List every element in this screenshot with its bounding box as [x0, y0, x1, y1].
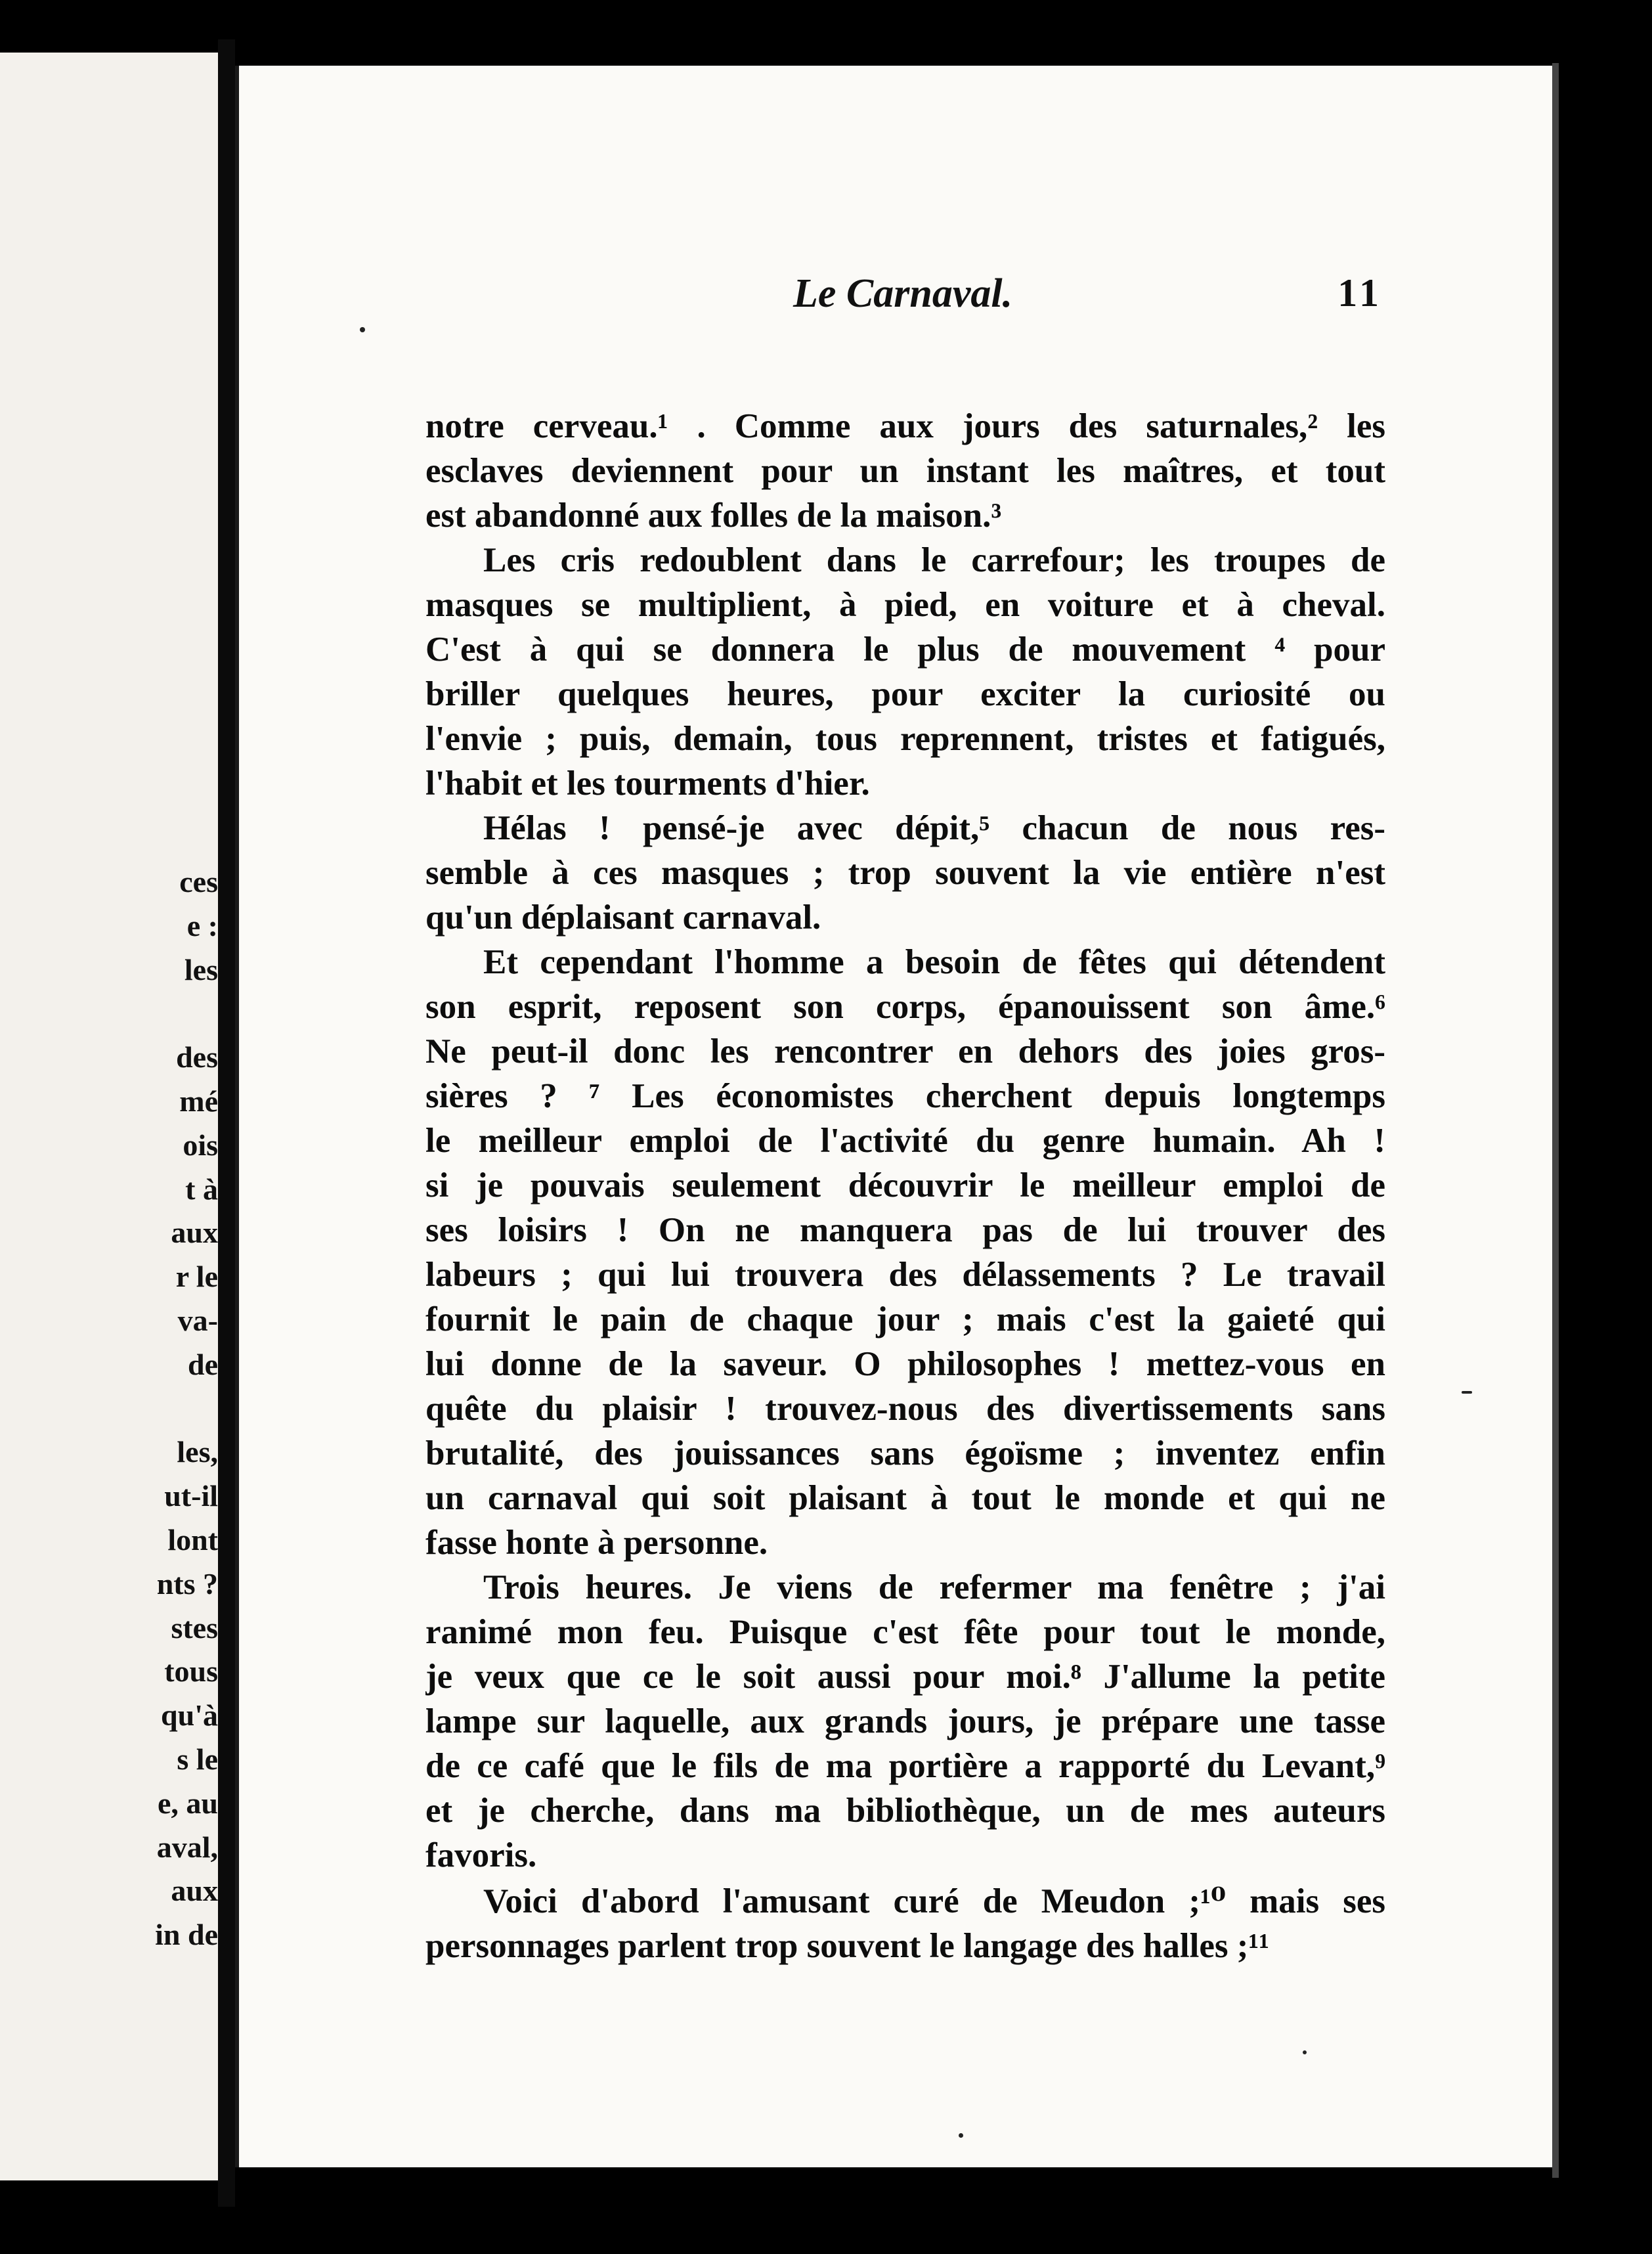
text-line: C'est à qui se donnera le plus de mouvement ⁴ pour: [425, 630, 1385, 669]
text-line: et je cherche, dans ma bibliothèque, un de mes auteurs: [425, 1792, 1385, 1830]
scan-speck: [360, 327, 365, 332]
left-page-line: qu'à: [161, 1698, 218, 1733]
text-line: je veux que ce le soit aussi pour moi.⁸ J'allume la petite: [425, 1658, 1385, 1696]
text-line: de ce café que le fils de ma portière a rapporté du Levant,⁹: [425, 1747, 1385, 1785]
text-line: qu'un déplaisant carnaval.: [425, 898, 821, 937]
text-line: Trois heures. Je viens de refermer ma fenêtre ; j'ai: [483, 1568, 1385, 1606]
text-line: le meilleur emploi de l'activité du genre humain. Ah !: [425, 1122, 1385, 1160]
left-page-line: lont: [167, 1522, 218, 1557]
text-line: Les cris redoublent dans le carrefour; les troupes de: [483, 541, 1385, 579]
left-page-line: ois: [183, 1128, 218, 1162]
left-page-line: mé: [179, 1084, 218, 1118]
page-header: [550, 271, 1397, 331]
left-page-line: nts ?: [156, 1566, 218, 1601]
text-line: son esprit, reposent son corps, épanouissent son âme.⁶: [425, 988, 1385, 1026]
text-line: lampe sur laquelle, aux grands jours, je prépare une tasse: [425, 1702, 1385, 1740]
page-number: 11: [1337, 271, 1383, 315]
left-page-text: [155, 860, 218, 1957]
left-page-line: tous: [164, 1654, 218, 1689]
text-line: Voici d'abord l'amusant curé de Meudon ;¹⁰ mais ses: [483, 1882, 1385, 1920]
left-page-line: t à: [185, 1172, 218, 1206]
running-title: Le Carnaval.: [793, 271, 1013, 316]
text-line: un carnaval qui soit plaisant à tout le monde et qui ne: [425, 1479, 1385, 1517]
left-page-line: [155, 1387, 218, 1431]
left-page-line: e :: [186, 908, 218, 942]
text-line: l'habit et les tourments d'hier.: [425, 764, 870, 803]
left-page-line: les,: [177, 1435, 218, 1469]
text-line: l'envie ; puis, demain, tous reprennent, tristes et fatigués,: [425, 720, 1385, 758]
scan-speck: [959, 2133, 963, 2138]
left-page-line: ces: [179, 865, 218, 898]
text-line: sières ? ⁷ Les économistes cherchent depuis longtemps: [425, 1077, 1385, 1115]
text-line: fournit le pain de chaque jour ; mais c'est la gaieté qui: [425, 1300, 1385, 1338]
text-line: briller quelques heures, pour exciter la curiosité ou: [425, 675, 1385, 713]
left-page-line: va-: [177, 1303, 218, 1337]
left-page-line: les: [184, 952, 218, 986]
text-line: personnages parlent trop souvent le langage des halles ;¹¹: [425, 1927, 1270, 1965]
left-page-fragment: [0, 53, 218, 2180]
left-page-line: e, au: [158, 1786, 218, 1820]
text-line: quête du plaisir ! trouvez-nous des divertissements sans: [425, 1390, 1385, 1428]
left-page-line: ut-il: [164, 1479, 218, 1513]
text-line: labeurs ; qui lui trouvera des délassements ? Le travail: [425, 1256, 1385, 1294]
left-page-line: [155, 992, 218, 1036]
left-page-line: r le: [175, 1260, 218, 1294]
text-line: fasse honte à personne.: [425, 1524, 768, 1562]
left-page-line: aux: [171, 1874, 218, 1908]
left-page-line: stes: [171, 1610, 218, 1645]
text-line: Et cependant l'homme a besoin de fêtes qui détendent: [483, 943, 1385, 981]
text-line: favoris.: [425, 1836, 537, 1874]
text-line: Ne peut-il donc les rencontrer en dehors des joies gros-: [425, 1032, 1385, 1071]
text-line: ranimé mon feu. Puisque c'est fête pour tout le monde,: [425, 1613, 1385, 1651]
text-line: est abandonné aux folles de la maison.³: [425, 497, 1002, 535]
left-page-line: aux: [171, 1216, 218, 1250]
scan-speck: [1303, 2050, 1307, 2054]
text-line: ses loisirs ! On ne manquera pas de lui trouver des: [425, 1211, 1385, 1249]
body-text: [425, 404, 1385, 1968]
text-line: esclaves deviennent pour un instant les maîtres, et tout: [425, 452, 1385, 490]
left-page-line: des: [176, 1040, 218, 1074]
text-line: brutalité, des jouissances sans égoïsme ; inventez enfin: [425, 1434, 1385, 1472]
text-line: notre cerveau.¹ . Comme aux jours des saturnales,² les: [425, 407, 1385, 445]
left-page-line: in de: [155, 1918, 218, 1952]
text-line: lui donne de la saveur. O philosophes ! mettez-vous en: [425, 1345, 1385, 1383]
page-edge: [1552, 63, 1559, 2178]
left-page-line: aval,: [156, 1830, 218, 1864]
text-line: semble à ces masques ; trop souvent la vie entière n'est: [425, 854, 1385, 892]
scan-speck: [1462, 1391, 1472, 1394]
left-page-line: de: [188, 1347, 218, 1381]
gutter-shadow: [218, 39, 235, 2207]
text-line: Hélas ! pensé-je avec dépit,⁵ chacun de nous res-: [483, 809, 1385, 847]
text-line: si je pouvais seulement découvrir le meilleur emploi de: [425, 1166, 1385, 1204]
text-line: masques se multiplient, à pied, en voiture et à cheval.: [425, 586, 1385, 624]
left-page-line: s le: [177, 1742, 218, 1776]
